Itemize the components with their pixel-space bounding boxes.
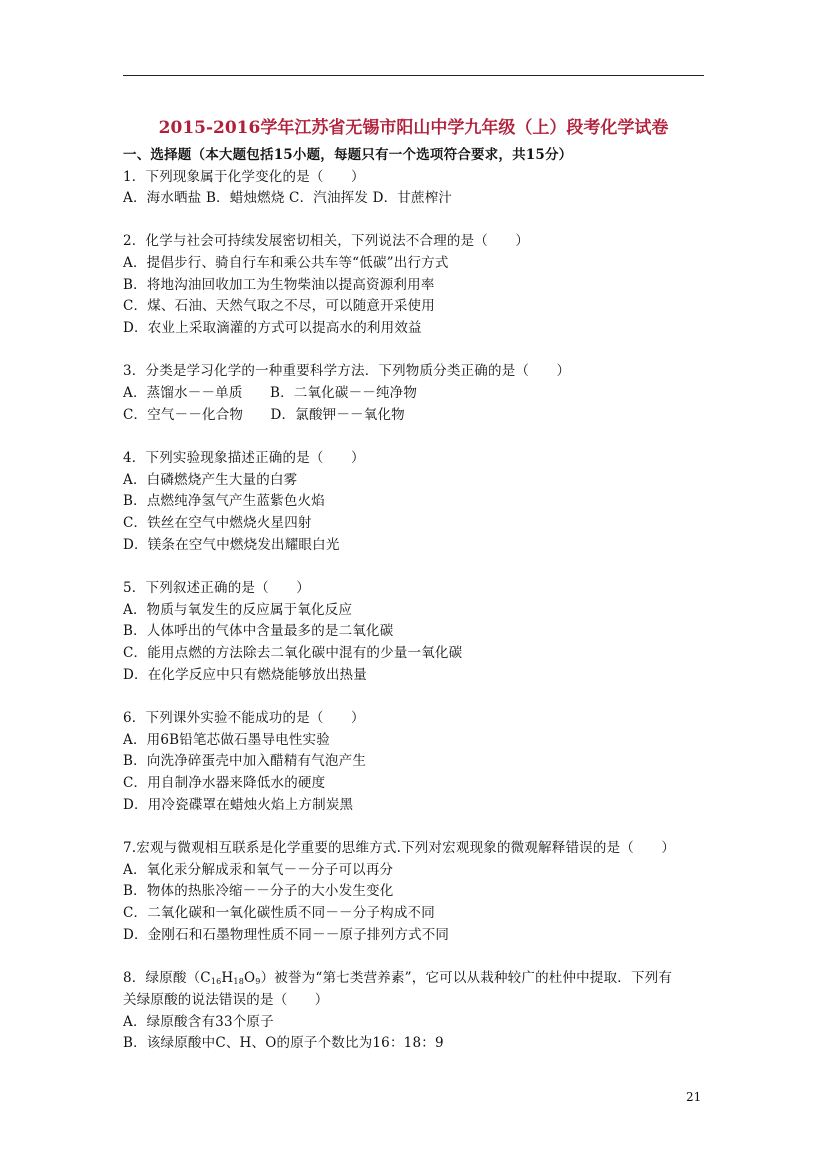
question-6-option-a: A．用6B铅笔芯做石墨导电性实验: [123, 732, 330, 748]
question-5-option-d: D．在化学反应中只有燃烧能够放出热量: [123, 667, 367, 683]
formula-subscript-h: 18: [233, 977, 244, 986]
formula-o: O: [244, 970, 256, 986]
question-8-option-a: A．绿原酸含有33个原子: [123, 1014, 274, 1030]
question-3-options-cd: C．空气－－化合物 D．氯酸钾－－氧化物: [123, 407, 405, 423]
header-rule: [123, 75, 704, 76]
question-1-options: A．海水晒盐 B．蜡烛燃烧 C．汽油挥发 D．甘蔗榨汁: [123, 190, 453, 206]
question-7-option-b: B．物体的热胀冷缩－－分子的大小发生变化: [123, 883, 394, 899]
formula-subscript-o: 9: [255, 977, 261, 986]
question-2-option-d: D．农业上采取滴灌的方式可以提高水的利用效益: [123, 320, 422, 336]
question-5-stem: 5．下列叙述正确的是（ ）: [123, 580, 310, 596]
question-4-option-a: A．白磷燃烧产生大量的白雾: [123, 472, 298, 488]
question-4-option-c: C．铁丝在空气中燃烧火星四射: [123, 515, 312, 531]
question-7-option-c: C．二氧化碳和一氧化碳性质不同－－分子构成不同: [123, 905, 435, 921]
question-8-stem-line2: 关绿原酸的说法错误的是（ ）: [123, 992, 329, 1008]
question-3-stem: 3．分类是学习化学的一种重要科学方法．下列物质分类正确的是（ ）: [123, 363, 571, 379]
question-2-option-a: A．提倡步行、骑自行车和乘公共车等“低碳”出行方式: [123, 255, 449, 271]
section-heading: 一、选择题（本大题包括15小题，每题只有一个选项符合要求，共15分）: [123, 147, 573, 163]
question-3-options-ab: A．蒸馏水－－单质 B．二氧化碳－－纯净物: [123, 385, 418, 401]
question-6-option-c: C．用自制净水器来降低水的硬度: [123, 775, 326, 791]
question-1-stem: 1．下列现象属于化学变化的是（ ）: [123, 169, 365, 185]
question-5-option-b: B．人体呼出的气体中含量最多的是二氧化碳: [123, 623, 394, 639]
question-4-option-d: D．镁条在空气中燃烧发出耀眼白光: [123, 537, 340, 553]
question-4-stem: 4．下列实验现象描述正确的是（ ）: [123, 450, 365, 466]
question-8-stem-prefix: 8．绿原酸（C: [123, 970, 211, 986]
page-number: 21: [686, 1090, 702, 1104]
question-8-option-b: B．该绿原酸中C、H、O的原子个数比为16：18：9: [123, 1035, 444, 1051]
question-2-option-b: B．将地沟油回收加工为生物柴油以提高资源利用率: [123, 277, 435, 293]
question-5-option-c: C．能用点燃的方法除去二氧化碳中混有的少量一氧化碳: [123, 645, 463, 661]
question-6-option-d: D．用冷瓷碟罩在蜡烛火焰上方制炭黑: [123, 797, 354, 813]
question-2-stem: 2．化学与社会可持续发展密切相关，下列说法不合理的是（ ）: [123, 233, 530, 249]
question-6-stem: 6．下列课外实验不能成功的是（ ）: [123, 710, 365, 726]
question-7-option-a: A．氧化汞分解成汞和氧气－－分子可以再分: [123, 862, 394, 878]
formula-h: H: [221, 970, 234, 986]
formula-subscript-c: 16: [210, 977, 222, 986]
question-8-stem: [123, 969, 672, 987]
question-8-stem-suffix: ）被誉为“第七类营养素”，它可以从栽种较广的杜仲中提取．下列有: [260, 970, 673, 986]
question-7-stem: 7.宏观与微观相互联系是化学重要的思维方式.下列对宏观现象的微观解释错误的是（ ）: [123, 840, 676, 856]
question-2-option-c: C．煤、石油、天然气取之不尽，可以随意开采使用: [123, 298, 435, 314]
question-4-option-b: B．点燃纯净氢气产生蓝紫色火焰: [123, 493, 325, 509]
question-5-option-a: A．物质与氧发生的反应属于氧化反应: [123, 602, 353, 618]
page-title: 2015-2016学年江苏省无锡市阳山中学九年级（上）段考化学试卷: [158, 118, 669, 138]
question-6-option-b: B．向洗净碎蛋壳中加入醋精有气泡产生: [123, 753, 367, 769]
question-7-option-d: D．金刚石和石墨物理性质不同－－原子排列方式不同: [123, 927, 450, 943]
